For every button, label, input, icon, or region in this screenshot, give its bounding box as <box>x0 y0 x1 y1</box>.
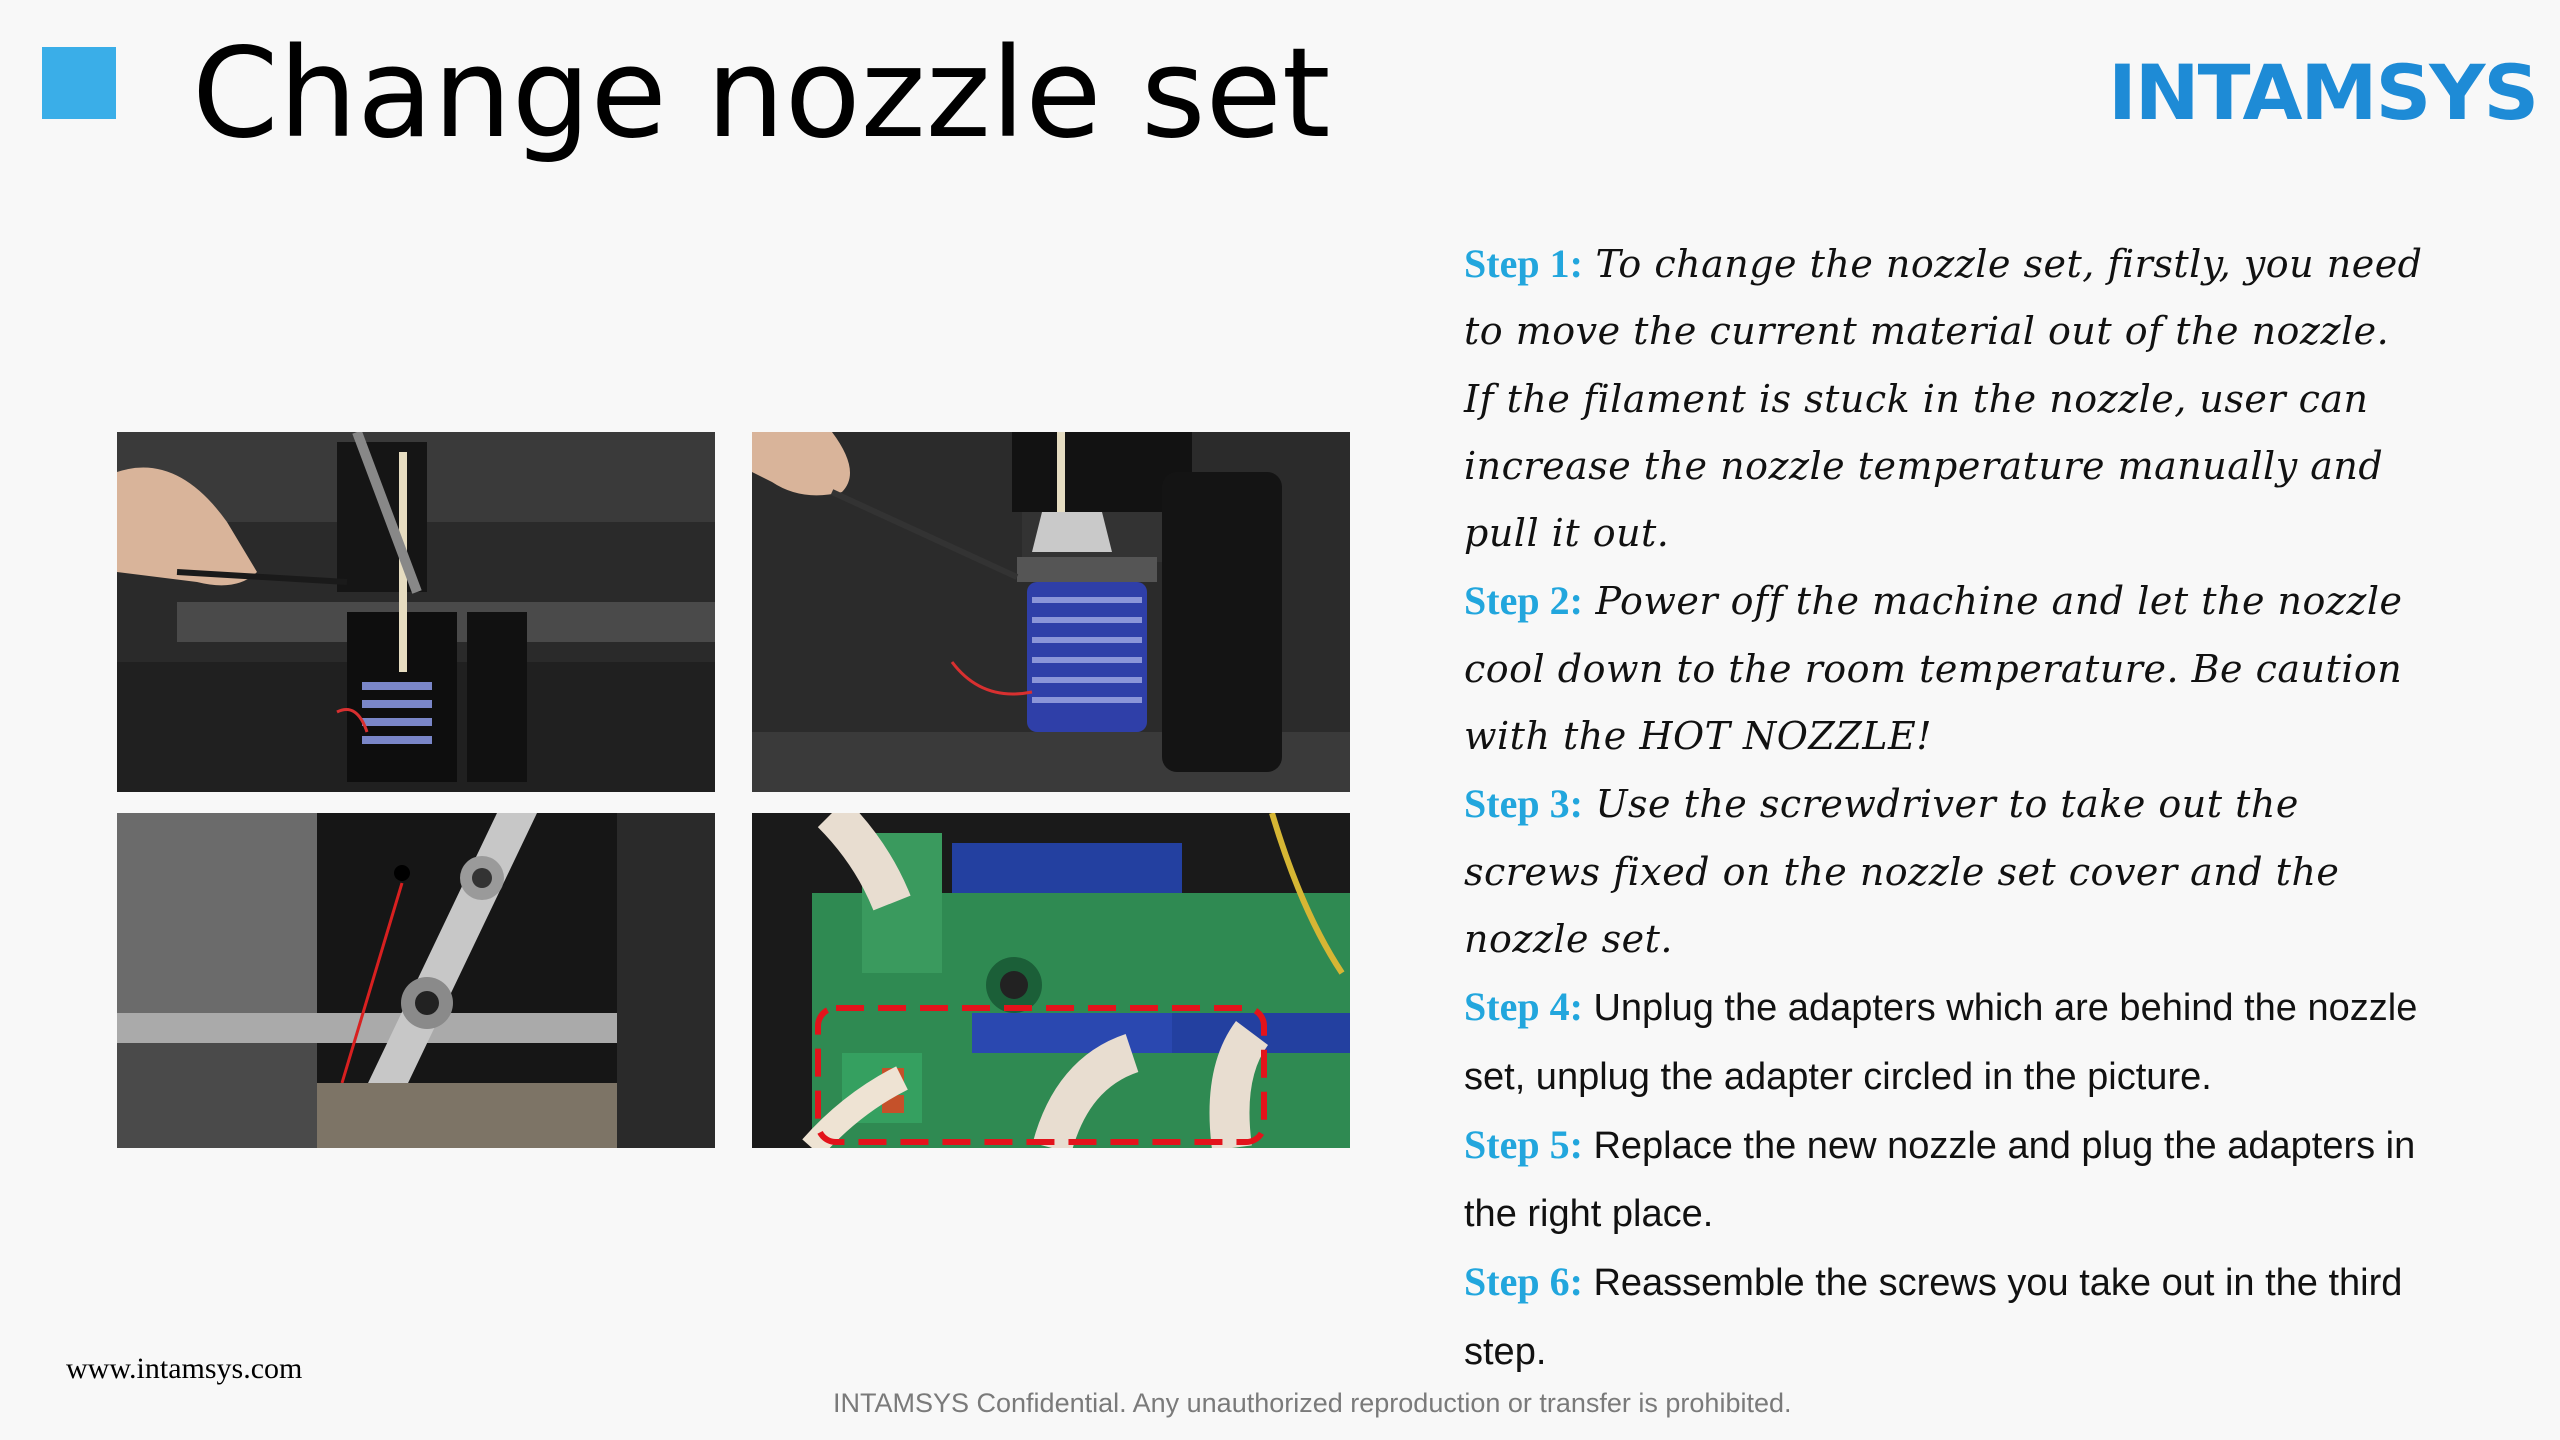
intamsys-logo: INTAMSYS <box>2108 48 2538 137</box>
step-label: Step 6: <box>1464 1259 1583 1305</box>
photo-adapter-circled <box>752 813 1350 1148</box>
website-link[interactable]: www.intamsys.com <box>66 1352 303 1385</box>
title-accent-square <box>42 47 116 119</box>
step-1 <box>1464 230 2424 567</box>
step-2 <box>1464 567 2424 770</box>
step-label: Step 5: <box>1464 1121 1583 1167</box>
photo-nozzle-screw-hole <box>117 813 715 1148</box>
confidential-notice: INTAMSYS Confidential. Any unauthorized reproduction or transfer is prohibited. <box>833 1388 1792 1418</box>
step-label: Step 1: <box>1464 241 1583 286</box>
step-label: Step 3: <box>1464 781 1583 827</box>
photo-remove-filament <box>117 432 715 792</box>
photo-screwdriver-nozzle <box>752 432 1350 792</box>
step-4 <box>1464 973 2424 1111</box>
steps-list <box>1464 230 2424 1386</box>
step-3 <box>1464 770 2424 973</box>
step-5 <box>1464 1111 2424 1249</box>
step-label: Step 4: <box>1464 984 1583 1030</box>
step-label: Step 2: <box>1464 578 1583 624</box>
step-6 <box>1464 1248 2424 1386</box>
step-text: Replace the new nozzle and plug the adapters in the right place. <box>1464 1124 2416 1236</box>
step-text: Unplug the adapters which are behind the nozzle set, unplug the adapter circled in the picture. <box>1464 987 2418 1098</box>
step-text: Use the screwdriver to take out the screws fixed on the nozzle set cover and the nozzle set. <box>1464 782 2340 961</box>
step-text: Power off the machine and let the nozzle cool down to the room temperature. Be caution with the HOT NOZZLE! <box>1464 579 2403 759</box>
step-text: Reassemble the screws you take out in the third step. <box>1464 1262 2403 1373</box>
page-title: Change nozzle set <box>192 22 1331 166</box>
step-text: To change the nozzle set, firstly, you need to move the current material out of the nozzle. If the filament is stuck in the nozzle, user can increase the nozzle temperature manually and pull it out. <box>1464 242 2423 556</box>
